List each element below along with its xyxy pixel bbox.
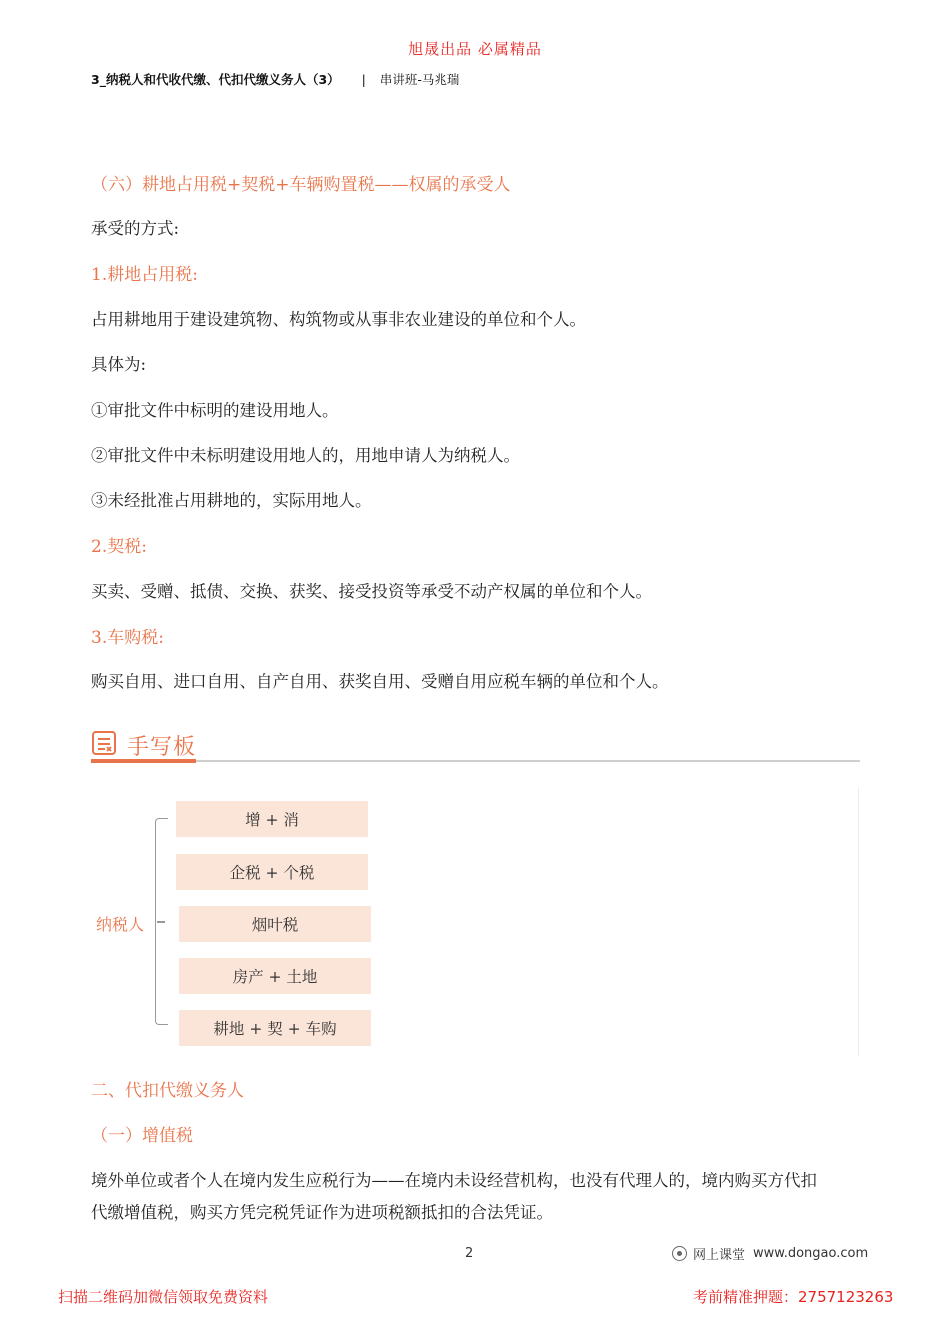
header-divider: | — [361, 72, 366, 87]
brand-logo-icon — [672, 1246, 687, 1261]
mindmap-node: 烟叶税 — [179, 906, 371, 942]
notepad-icon — [91, 730, 117, 760]
part-2-sub-1-title: （一）增值税 — [91, 1126, 193, 1146]
promo-right: 考前精准押题：2757123263 — [693, 1288, 894, 1306]
handwriting-board-header — [91, 727, 196, 763]
promo-left: 扫描二维码加微信领取免费资料 — [58, 1288, 269, 1306]
top-banner: 旭晟出品 必属精品 — [408, 40, 542, 58]
brand-url: www.dongao.com — [753, 1246, 869, 1261]
mindmap-node: 企税 + 个税 — [176, 854, 368, 890]
section-1-specific-label: 具体为: — [91, 355, 147, 374]
section-1-item-3: ③未经批准占用耕地的，实际用地人。 — [91, 491, 372, 510]
section-2-description: 买卖、受赠、抵债、交换、获奖、接受投资等承受不动产权属的单位和个人。 — [91, 582, 652, 601]
section-1-description: 占用耕地用于建设建筑物、构筑物或从事非农业建设的单位和个人。 — [91, 310, 586, 329]
handwriting-area-border — [858, 788, 859, 1056]
mindmap-node: 增 + 消 — [176, 801, 368, 837]
mindmap-root: 纳税人 — [96, 915, 145, 934]
way-label: 承受的方式: — [91, 219, 180, 238]
brand-name: 网上课堂 — [693, 1248, 746, 1263]
course-title: 3_纳税人和代收代缴、代扣代缴义务人（3） — [91, 72, 340, 87]
document-header — [91, 70, 459, 88]
part-2-paragraph-line-1: 境外单位或者个人在境内发生应税行为——在境内未设经营机构，也没有代理人的，境内购买方代扣 — [91, 1171, 817, 1190]
handwriting-board-divider — [91, 760, 860, 762]
section-2-title: 2.契税: — [91, 537, 147, 557]
mindmap-node: 耕地 + 契 + 车购 — [179, 1010, 371, 1046]
part-2-title: 二、代扣代缴义务人 — [91, 1081, 244, 1101]
section-1-title: 1.耕地占用税: — [91, 265, 198, 285]
section-1-item-1: ①审批文件中标明的建设用地人。 — [91, 401, 339, 420]
footer-brand — [672, 1244, 868, 1263]
section-3-title: 3.车购税: — [91, 628, 164, 648]
section-3-description: 购买自用、进口自用、自产自用、获奖自用、受赠自用应税车辆的单位和个人。 — [91, 672, 669, 691]
part-2-paragraph-line-2: 代缴增值税，购买方凭完税凭证作为进项税额抵扣的合法凭证。 — [91, 1203, 553, 1222]
section-1-item-2: ②审批文件中未标明建设用地人的，用地申请人为纳税人。 — [91, 446, 520, 465]
handwriting-board-title: 手写板 — [127, 734, 197, 760]
page-number: 2 — [465, 1246, 474, 1261]
mindmap-brace-tick — [157, 921, 165, 923]
mindmap-node: 房产 + 土地 — [179, 958, 371, 994]
section-6-title: （六）耕地占用税+契税+车辆购置税——权属的承受人 — [91, 175, 511, 195]
class-name: 串讲班-马兆瑞 — [379, 72, 460, 87]
handwriting-board-divider-accent — [91, 759, 196, 763]
